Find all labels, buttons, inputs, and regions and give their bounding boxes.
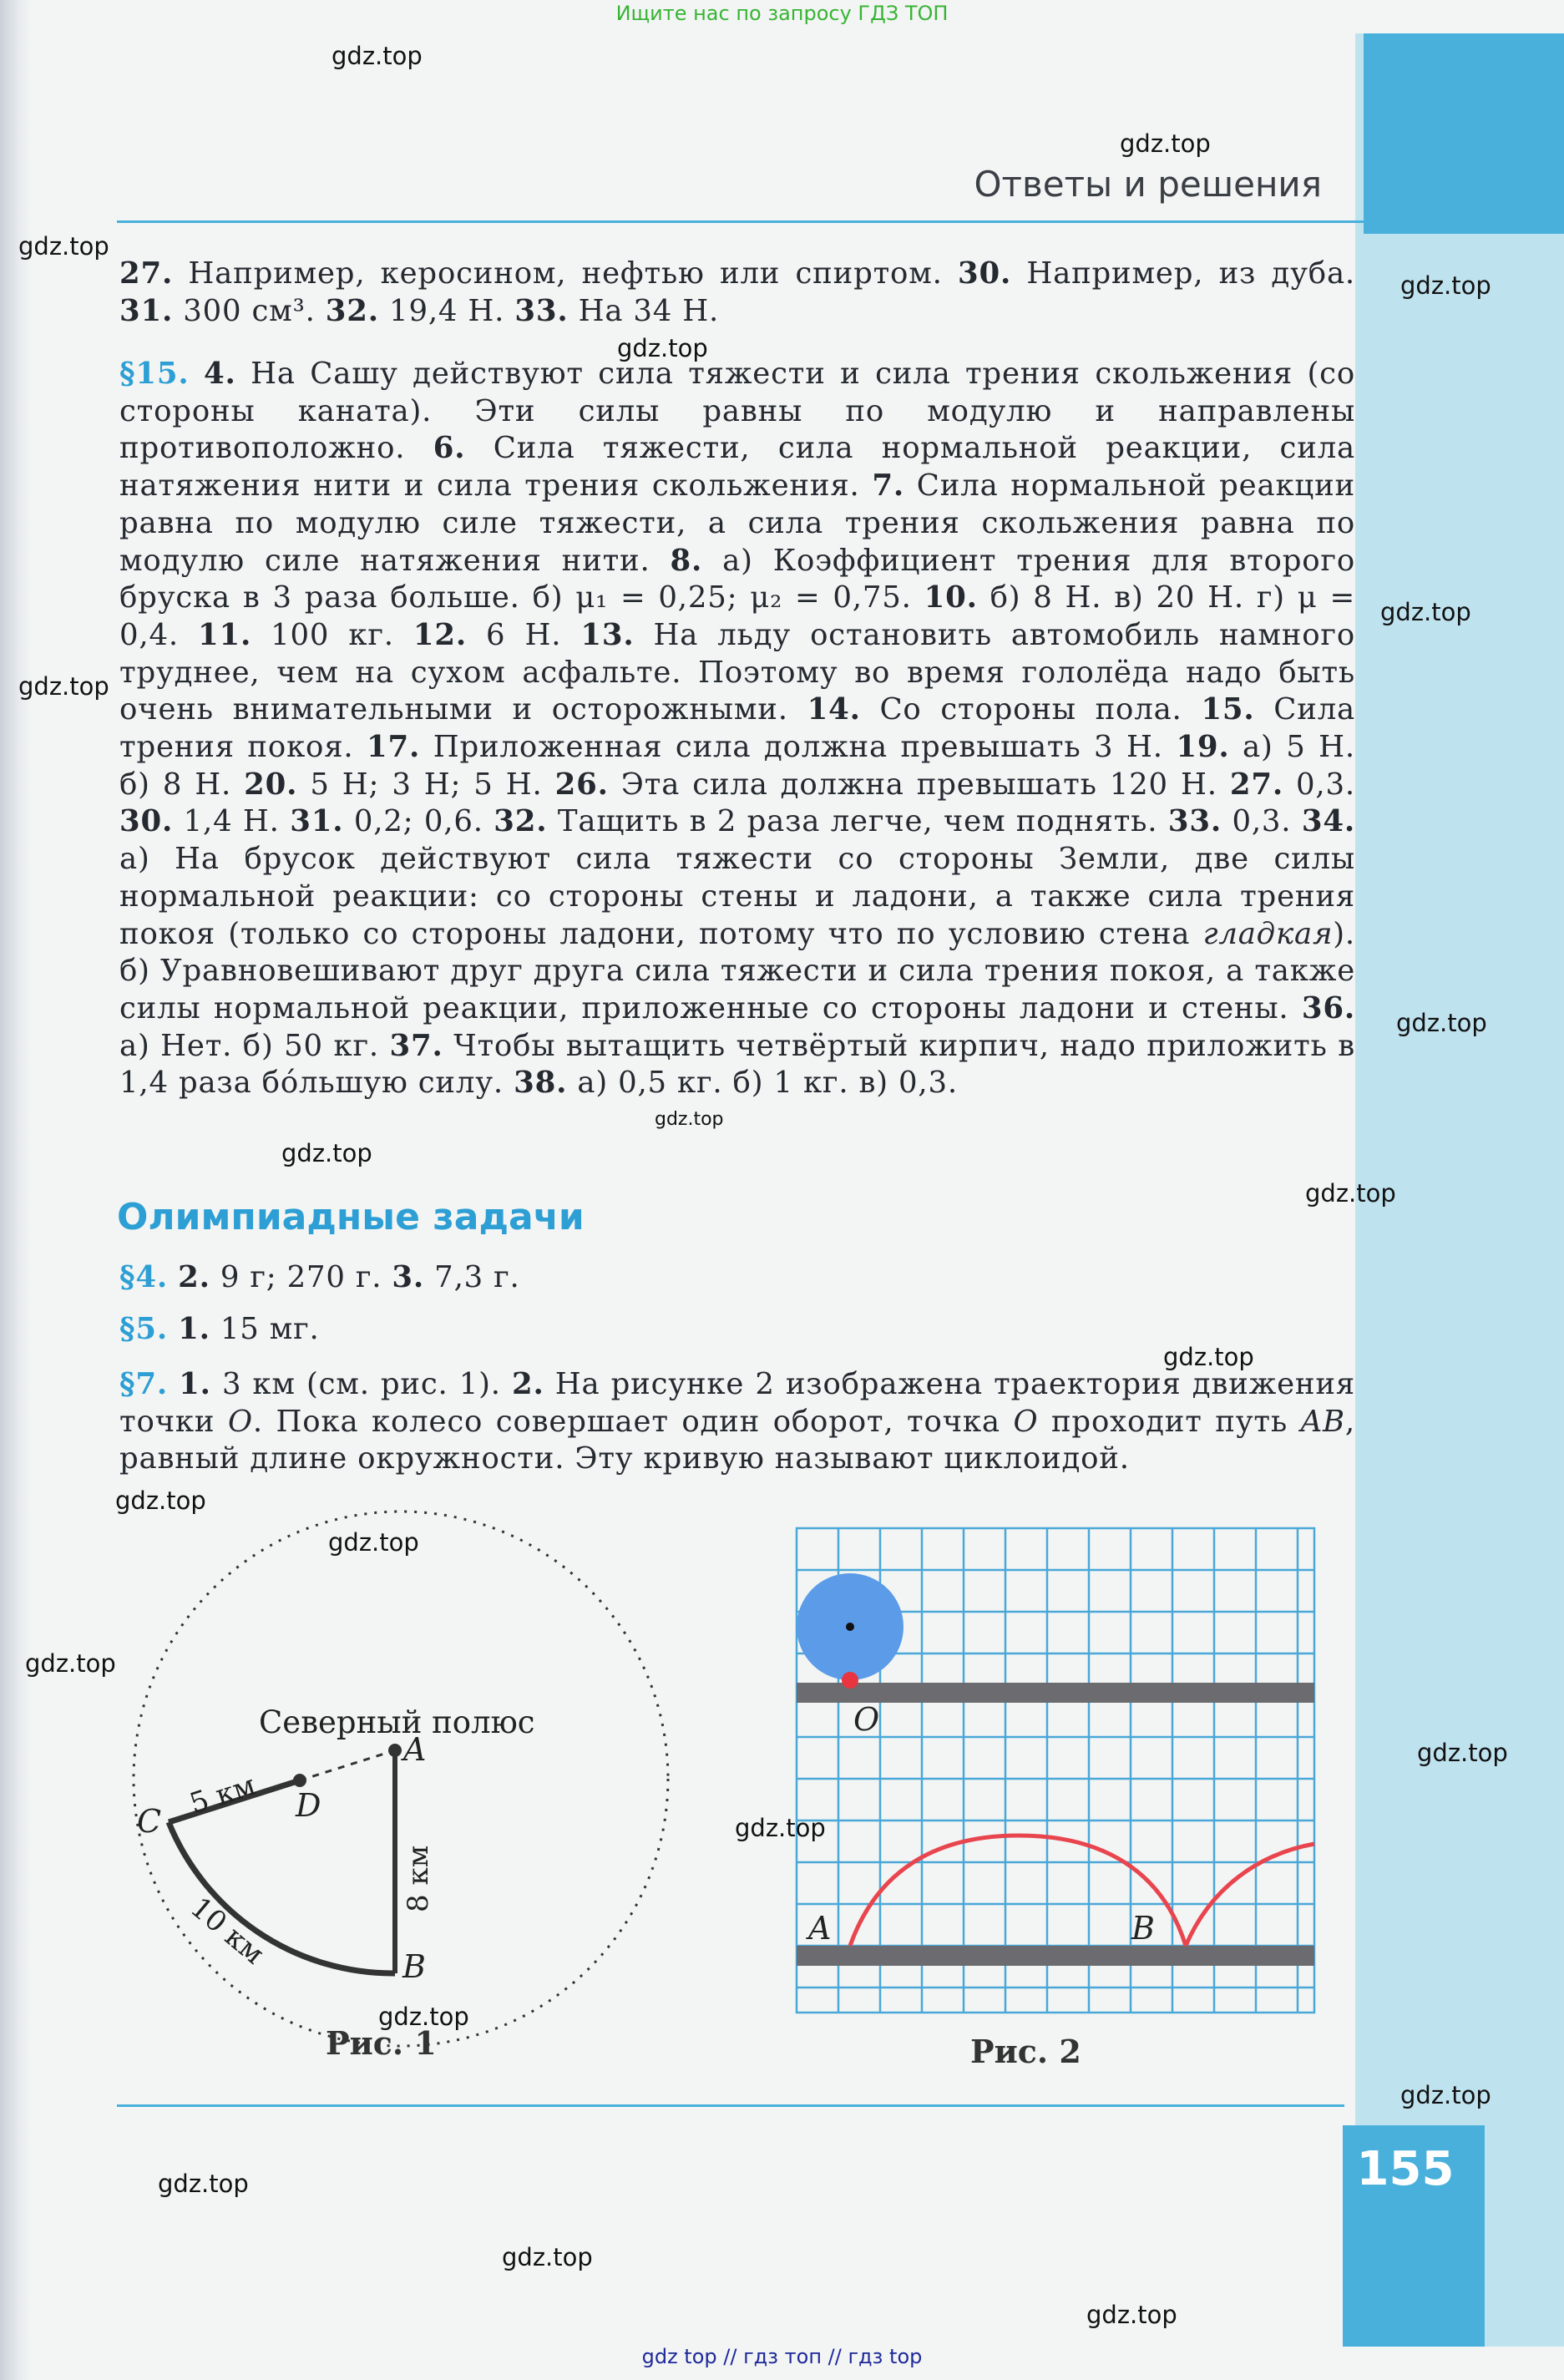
watermark: gdz.top [328, 1528, 419, 1557]
answer-text: Чтобы вытащить четвёртый кирпич, надо приложить в 1,4 раза бо́льшую силу. [119, 1028, 1355, 1101]
watermark: gdz.top [158, 2170, 249, 2198]
problem-number: 27. [119, 256, 174, 291]
answer-text: 7,3 г. [424, 1260, 520, 1294]
answer-text: Например, из дуба. [1011, 256, 1355, 291]
fig2-rail-top [797, 1683, 1314, 1703]
fig1-segment-da [300, 1750, 395, 1780]
fig1-label-cb: 10 км [184, 1891, 271, 1972]
olympiad-section-4 [119, 1259, 1355, 1297]
answer-text: 1,4 Н. [173, 804, 291, 839]
answer-text: а) 0,5 кг. б) 1 кг. в) 0,3. [567, 1066, 958, 1101]
page-gutter-shadow [0, 0, 32, 2380]
fig2-label-o: O [853, 1701, 880, 1738]
answer-text: 0,3. [1222, 804, 1302, 839]
answer-text: ). б) Уравновешивают друг друга сила тяжести и сила трения покоя, а также силы нормальной реакции, приложенные со стороны ладони и стены. [119, 916, 1355, 1025]
italic-term: O [227, 1404, 253, 1439]
watermark: gdz.top [18, 232, 109, 261]
answer-text: 300 см³. [173, 293, 326, 328]
problem-number: 14. [807, 692, 861, 727]
problem-number: 32. [493, 804, 548, 839]
problem-number: 11. [197, 617, 252, 652]
answer-text: 9 г; 270 г. [210, 1260, 392, 1294]
fig1-caption: Рис. 1 [326, 2024, 437, 2062]
problem-number: 34. [1301, 804, 1356, 839]
top-banner[interactable]: Ищите нас по запросу ГДЗ ТОП [615, 2, 949, 25]
fig2-point-o [842, 1672, 858, 1689]
answer-text: а) На брусок действуют сила тяжести со стороны Земли, две силы нормальной реакции: со стороны стены и ладони, а также сила трения покоя (только со стороны ладони, потому что по условию стена [119, 842, 1355, 951]
answer-text: Эта сила должна превышать 120 Н. [608, 767, 1230, 802]
italic-term: AB [1300, 1404, 1345, 1439]
section-number: §5. [119, 1312, 169, 1346]
watermark: gdz.top [617, 334, 708, 362]
problem-number: 13. [580, 617, 635, 652]
fig1-dashed-circle [134, 1512, 668, 2046]
fig1-label-a: A [403, 1731, 427, 1768]
fig1-label-ab: 8 км [402, 1845, 435, 1912]
footer-divider [117, 2104, 1344, 2107]
watermark: gdz.top [502, 2243, 593, 2271]
answer-text: Сила трения покоя. [119, 692, 1356, 765]
answer-text: б) 8 Н. в) 20 Н. г) μ = 0,4. [119, 580, 1355, 652]
answer-text: 6 Н. [467, 617, 581, 652]
header-divider [117, 220, 1478, 223]
problem-number: 31. [290, 804, 344, 839]
problem-number: 33. [514, 293, 569, 328]
answer-text: На 34 Н. [568, 293, 720, 328]
watermark: gdz.top [1417, 1739, 1508, 1767]
problem-number: 12. [413, 617, 468, 652]
answer-text: 100 кг. [251, 617, 413, 652]
problem-number: 26. [554, 767, 609, 802]
watermark: gdz.top [378, 2003, 469, 2031]
page-header-title: Ответы и решения [974, 164, 1322, 205]
answer-text: Сила нормальной реакции равна по модулю силе тяжести, а сила трения скольжения равна по модулю силе натяжения нити. [119, 468, 1355, 578]
italic-term: O [1013, 1404, 1039, 1439]
problem-number: 20. [244, 767, 298, 802]
problem-number: 33. [1167, 804, 1222, 839]
answer-text: Сила тяжести, сила нормальной реакции, сила натяжения нити и сила трения скольжения. [119, 431, 1356, 504]
answer-text: а) Коэффициент трения для второго бруска в 3 раза больше. б) μ₁ = 0,25; μ₂ = 0,75. [119, 543, 1355, 615]
fig2-label-a: A [808, 1910, 832, 1947]
problem-number: 38. [514, 1066, 568, 1101]
answer-text: На рисунке 2 изображена траектория движения точки [119, 1367, 1356, 1439]
page-number: 155 [1356, 2142, 1455, 2196]
olympiad-title: Олимпиадные задачи [117, 1196, 585, 1238]
answers-section-15 [119, 356, 1355, 1102]
fig1-label-c: C [137, 1803, 162, 1840]
problem-number: 2. [178, 1260, 210, 1294]
answer-text: 0,2; 0,6. [343, 804, 494, 839]
answer-text: 0,3. [1283, 767, 1355, 802]
problem-number: 10. [924, 580, 978, 615]
watermark: gdz.top [735, 1814, 826, 1842]
watermark: gdz.top [1400, 2081, 1491, 2109]
section-number: §4. [119, 1260, 169, 1294]
answer-text: а) Нет. б) 50 кг. [119, 1028, 390, 1063]
answer-text: проходит путь [1038, 1404, 1301, 1439]
watermark: gdz.top [1305, 1179, 1396, 1208]
answer-text: 15 мг. [210, 1312, 320, 1346]
fig1-label-b: B [402, 1948, 426, 1985]
problem-number: 32. [325, 293, 379, 328]
problem-number: 4. [204, 357, 236, 391]
answer-text: Приложенная сила должна превышать 3 Н. [420, 730, 1177, 765]
answer-text [168, 1367, 179, 1401]
watermark: gdz.top [1086, 2301, 1177, 2329]
watermark: gdz.top [115, 1486, 206, 1515]
answer-text: Тащить в 2 раза легче, чем поднять. [547, 804, 1168, 839]
answer-text: . Пока колесо совершает один оборот, точка [252, 1404, 1014, 1439]
problem-number: 3. [392, 1260, 425, 1294]
problem-number: 31. [119, 293, 174, 328]
problem-number: 6. [433, 431, 466, 466]
problem-number: 37. [389, 1028, 443, 1063]
figure-2 [735, 1520, 1336, 2088]
fig2-rail-bottom [797, 1946, 1314, 1966]
problem-number: 15. [1201, 692, 1255, 727]
problem-number: 8. [670, 543, 703, 578]
problem-number: 1. [179, 1367, 211, 1401]
answers-paragraph-1 [119, 256, 1355, 330]
fig2-caption: Рис. 2 [970, 2033, 1081, 2070]
section-number: §7. [119, 1367, 169, 1401]
problem-number: 1. [178, 1312, 210, 1346]
italic-term: гладкая [1202, 916, 1334, 951]
answer-text [168, 1312, 178, 1346]
watermark: gdz.top [1163, 1343, 1254, 1371]
bottom-banner[interactable]: gdz top // гдз топ // гдз top [641, 2345, 923, 2368]
olympiad-section-7 [119, 1366, 1355, 1478]
answer-text: 5 Н; 3 Н; 5 Н. [297, 767, 555, 802]
fig2-cycloid-2 [1186, 1844, 1314, 1946]
watermark: gdz.top [1120, 129, 1211, 158]
answer-text: 3 км (см. рис. 1). [210, 1367, 512, 1401]
answer-text: На льду остановить автомобиль намного труднее, чем на сухом асфальте. Поэтому во время гололёда надо быть очень внимательными и осторожными. [119, 617, 1355, 727]
answer-text: а) 5 Н. б) 8 Н. [119, 730, 1355, 802]
answer-text: 19,4 Н. [378, 293, 515, 328]
watermark: gdz.top [281, 1139, 372, 1167]
problem-number: 7. [872, 468, 905, 504]
problem-number: 2. [511, 1367, 544, 1401]
header-accent-block [1364, 33, 1564, 234]
answer-text [190, 357, 204, 391]
figure-1 [117, 1495, 718, 2079]
answer-text: Например, керосином, нефтью или спиртом. [173, 256, 958, 291]
watermark: gdz.top [332, 42, 423, 70]
fig1-label-d: D [296, 1787, 321, 1824]
problem-number: 27. [1229, 767, 1284, 802]
problem-number: 19. [1176, 730, 1230, 765]
watermark: gdz.top [655, 1109, 724, 1130]
watermark: gdz.top [1380, 598, 1471, 626]
watermark: gdz.top [1396, 1009, 1487, 1037]
answer-text: На Сашу действуют сила тяжести и сила трения скольжения (со стороны каната). Эти силы равны по модулю и направлены противоположно. [119, 357, 1355, 466]
watermark: gdz.top [18, 672, 109, 701]
watermark: gdz.top [25, 1649, 116, 1678]
answer-text: , равный длине окружности. Эту кривую называют циклоидой. [119, 1404, 1356, 1476]
section-number: §15. [119, 357, 190, 391]
problem-number: 30. [119, 804, 174, 839]
fig1-north-pole-label: Северный полюс [259, 1704, 535, 1740]
problem-number: 17. [367, 730, 421, 765]
watermark: gdz.top [1400, 271, 1491, 300]
problem-number: 36. [1301, 990, 1355, 1025]
fig1-label-cd: 5 км [185, 1768, 260, 1821]
fig2-label-b: B [1131, 1910, 1155, 1947]
problem-number: 30. [957, 256, 1012, 291]
answer-text: Со стороны пола. [860, 692, 1202, 727]
answer-text [168, 1260, 178, 1294]
